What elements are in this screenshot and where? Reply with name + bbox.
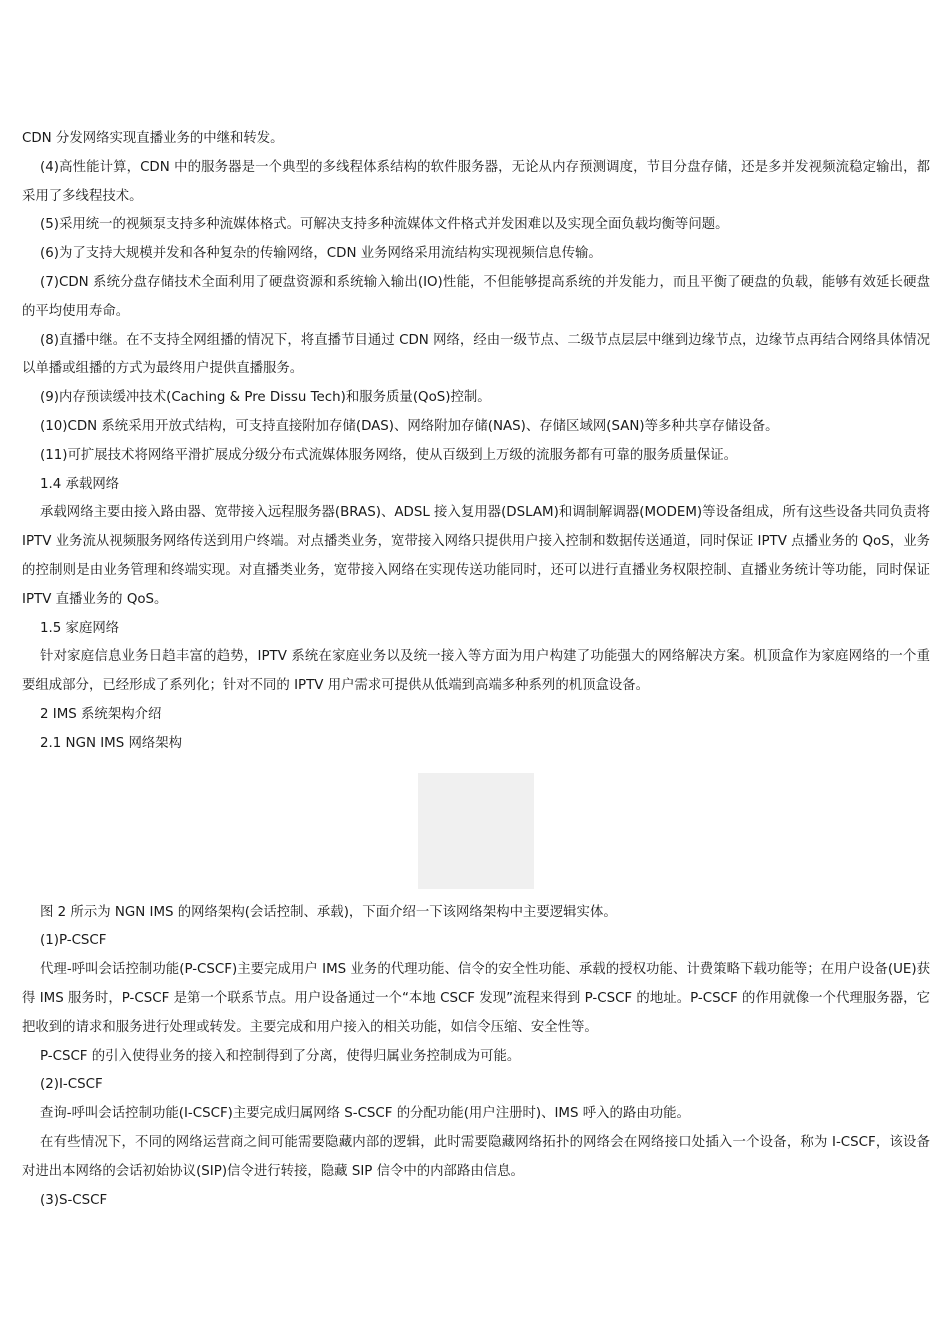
paragraph: 承载网络主要由接入路由器、宽带接入远程服务器(BRAS)、ADSL 接入复用器(DSLAM)和调制解调器(MODEM)等设备组成，所有这些设备共同负责将 IPTV 业务流从视频服务网络传送到用户终端。对点播类业务，宽带接入网络只提供用户接入控制和数据传送通道，同时保证 IPTV 点播业务的 QoS，业务的控制则是由业务管理和终端实现。对直播类业务，宽带接入网络在实现传送功能同时，还可以进行直播业务权限控制、直播业务统计等功能，同时保证 IPTV 直播业务的 QoS。: [22, 505, 930, 607]
paragraph: 针对家庭信息业务日趋丰富的趋势，IPTV 系统在家庭业务以及统一接入等方面为用户构建了功能强大的网络解决方案。机顶盒作为家庭网络的一个重要组成部分，已经形成了系列化；针对不同的 IPTV 用户需求可提供从低端到高端多种系列的机顶盒设备。: [22, 649, 930, 694]
paragraph: 2.1 NGN IMS 网络架构: [40, 735, 183, 751]
paragraph: 1.4 承载网络: [40, 476, 120, 492]
paragraph: (2)I-CSCF: [40, 1077, 103, 1093]
paragraph: (11)可扩展技术将网络平滑扩展成分级分布式流媒体服务网络，使从百级到上万级的流服务都有可靠的服务质量保证。: [40, 447, 738, 463]
paragraph: P-CSCF 的引入使得业务的接入和控制得到了分离，使得归属业务控制成为可能。: [40, 1048, 521, 1064]
document-page: [22, 125, 930, 1215]
paragraph: 1.5 家庭网络: [40, 620, 120, 636]
paragraph: (6)为了支持大规模并发和各种复杂的传输网络，CDN 业务网络采用流结构实现视频信息传输。: [40, 246, 602, 262]
paragraph: (3)S-CSCF: [40, 1192, 108, 1208]
paragraph: (7)CDN 系统分盘存储技术全面利用了硬盘资源和系统输入输出(IO)性能，不但能够提高系统的并发能力，而且平衡了硬盘的负载，能够有效延长硬盘的平均使用寿命。: [22, 274, 930, 319]
text-section-after-figure: [22, 899, 930, 1216]
paragraph: (8)直播中继。在不支持全网组播的情况下，将直播节目通过 CDN 网络，经由一级节点、二级节点层层中继到边缘节点，边缘节点再结合网络具体情况以单播或组播的方式为最终用户提供直播服务。: [22, 332, 930, 377]
paragraph: (4)高性能计算，CDN 中的服务器是一个典型的多线程体系结构的软件服务器，无论从内存预测调度，节目分盘存储，还是多并发视频流稳定输出，都采用了多线程技术。: [22, 159, 930, 204]
paragraph: 图 2 所示为 NGN IMS 的网络架构(会话控制、承载)，下面介绍一下该网络架构中主要逻辑实体。: [40, 904, 617, 920]
text-section-before-figure: [22, 125, 930, 759]
paragraph: (10)CDN 系统采用开放式结构，可支持直接附加存储(DAS)、网络附加存储(NAS)、存储区域网(SAN)等多种共享存储设备。: [40, 418, 779, 434]
paragraph: 代理-呼叫会话控制功能(P-CSCF)主要完成用户 IMS 业务的代理功能、信令的安全性功能、承载的授权功能、计费策略下载功能等；在用户设备(UE)获得 IMS 服务时，P-CSCF 是第一个联系节点。用户设备通过一个“本地 CSCF 发现”流程来得到 P-CSCF 的地址。P-CSCF 的作用就像一个代理服务器，它把收到的请求和服务进行处理或转发。主要完成和用户接入的相关功能，如信令压缩、安全性等。: [22, 962, 930, 1035]
paragraph: 查询-呼叫会话控制功能(I-CSCF)主要完成归属网络 S-CSCF 的分配功能(用户注册时)、IMS 呼入的路由功能。: [40, 1106, 690, 1122]
paragraph: CDN 分发网络实现直播业务的中继和转发。: [22, 131, 284, 146]
paragraph: (5)采用统一的视频泵支持多种流媒体格式。可解决支持多种流媒体文件格式并发困难以及实现全面负载均衡等问题。: [40, 217, 729, 233]
paragraph: 2 IMS 系统架构介绍: [40, 706, 162, 722]
paragraph: 在有些情况下，不同的网络运营商之间可能需要隐藏内部的逻辑，此时需要隐藏网络拓扑的网络会在网络接口处插入一个设备，称为 I-CSCF，该设备对进出本网络的会话初始协议(SIP)信令进行转接，隐藏 SIP 信令中的内部路由信息。: [22, 1134, 930, 1179]
paragraph: (1)P-CSCF: [40, 933, 107, 949]
paragraph: (9)内存预读缓冲技术(Caching & Pre Dissu Tech)和服务质量(QoS)控制。: [40, 390, 491, 406]
figure-placeholder-image: [418, 773, 534, 889]
